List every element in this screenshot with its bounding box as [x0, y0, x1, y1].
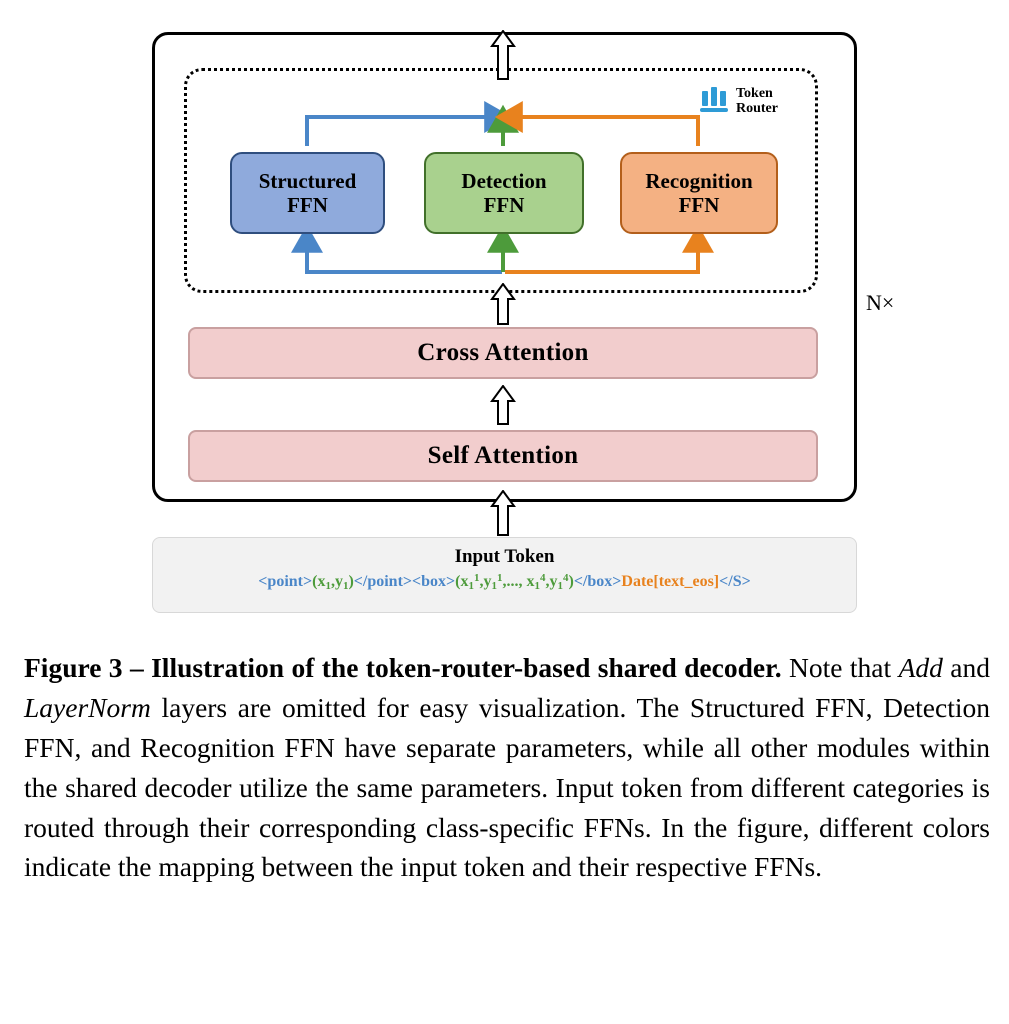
ffn-input-arrow-icon — [490, 283, 516, 325]
cross-attention-input-arrow-icon — [490, 385, 516, 425]
input-token-block — [152, 537, 857, 613]
router-sliders-icon — [700, 88, 730, 114]
output-arrow-icon — [490, 30, 516, 80]
caption-italic-add: Add — [898, 652, 943, 683]
recognition-ffn-label-line2: FFN — [678, 193, 720, 217]
input-token-sequence: $<point>(x1,y1)</point><box>(x1^1,y1^1$,..., $x1^4,y1^4)</box>Date[text\_eos]</S>$ — [258, 572, 751, 592]
recognition-ffn-label-line1: Recognition — [645, 168, 753, 193]
token-router-label-line2: Router — [736, 101, 778, 116]
caption-body-2: and — [942, 652, 990, 683]
structured-ffn-block — [230, 152, 385, 234]
figure-caption — [24, 648, 990, 887]
token-router-label-line1: Token — [736, 85, 773, 101]
repeat-count-label: N× — [866, 290, 895, 315]
self-attention-input-arrow-icon — [490, 490, 516, 536]
caption-italic-layernorm: LayerNorm — [24, 691, 151, 723]
structured-ffn-label-line1: Structured — [258, 168, 357, 193]
token-router-legend — [700, 80, 815, 122]
recognition-ffn-block — [620, 152, 778, 234]
token-router-label — [736, 86, 778, 117]
input-token-title: Input Token — [454, 546, 555, 567]
detection-ffn-label-line2: FFN — [483, 193, 525, 217]
caption-label: Figure 3 – — [24, 652, 152, 683]
caption-body-3: layers are omitted for easy visualization. The Structured FFN, Detection FFN, and Recognition FFN have separate parameters, while all other modules within the shared decoder utilize the same parameters. Input token from different categories is routed through their corresponding class-specific FFNs. In the figure, different colors indicate the mapping between the input token and their respective FFNs. — [24, 691, 990, 883]
self-attention-block: Self Attention — [188, 430, 818, 482]
structured-ffn-label-line2: FFN — [287, 193, 328, 217]
detection-ffn-label-line1: Detection — [461, 168, 547, 193]
caption-title: Illustration of the token-router-based shared decoder. — [151, 652, 782, 683]
cross-attention-block: Cross Attention — [188, 327, 818, 379]
detection-ffn-block — [424, 152, 584, 234]
caption-body-1: Note that — [781, 652, 899, 683]
